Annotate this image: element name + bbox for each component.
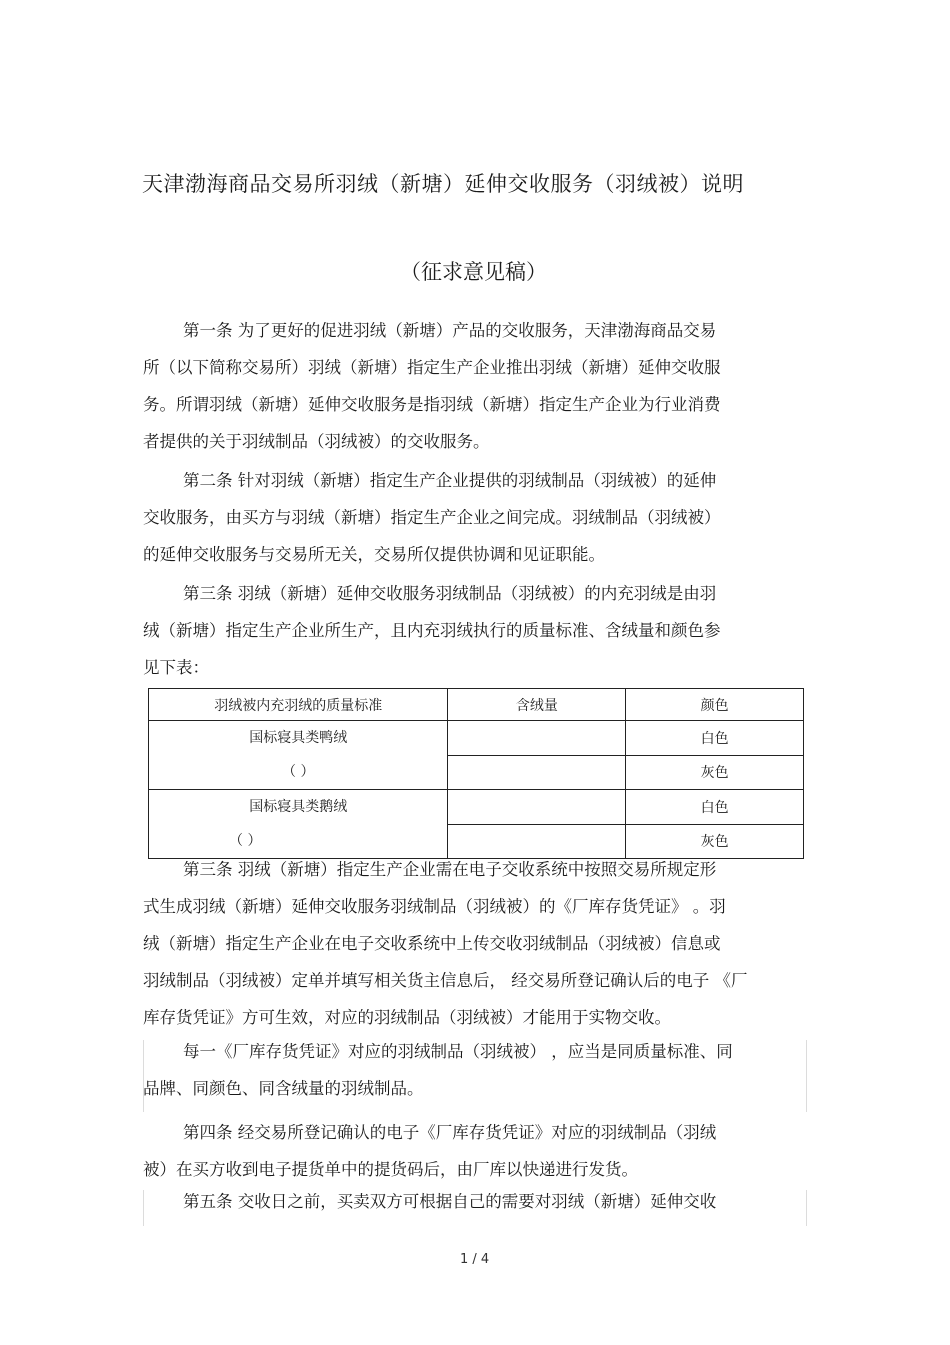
table-header-row [149, 689, 804, 721]
duck-standard-label: 国标寝具类鸭绒 [249, 730, 348, 746]
article-2-line: 交收服务，由买方与羽绒（新塘）指定生产企业之间完成。羽绒制品（羽绒被） [143, 508, 721, 527]
table-cell-color: 白色 [626, 790, 804, 825]
article-3b-line: 式生成羽绒（新塘）延伸交收服务羽绒制品（羽绒被）的《厂库存货凭证》 。羽 [143, 897, 726, 916]
article-1 [143, 312, 783, 460]
duck-standard-paren: （ ） [282, 764, 315, 780]
article-3b-line: 绒（新塘）指定生产企业在电子交收系统中上传交收羽绒制品（羽绒被）信息或 [143, 934, 721, 953]
table-header-color: 颜色 [626, 689, 804, 721]
article-1-line: 者提供的关于羽绒制品（羽绒被）的交收服务。 [143, 432, 490, 451]
article-3a-line: 绒（新塘）指定生产企业所生产，且内充羽绒执行的质量标准、含绒量和颜色参 [143, 621, 721, 640]
page-number: 1 / 4 [460, 1252, 490, 1267]
table-header-down-content: 含绒量 [448, 689, 626, 721]
article-4-line: 被）在买方收到电子提货单中的提货码后，由厂库以快递进行发货。 [143, 1160, 638, 1179]
note-line: 每一《厂库存货凭证》对应的羽绒制品（羽绒被） ，应当是同质量标准、同 [183, 1042, 733, 1061]
article-1-line: 务。所谓羽绒（新塘）延伸交收服务是指羽绒（新塘）指定生产企业为行业消费 [143, 395, 721, 414]
table-cell-duck-standard [149, 721, 448, 790]
article-2-line: 第二条 针对羽绒（新塘）指定生产企业提供的羽绒制品（羽绒被）的延伸 [183, 471, 717, 490]
table-cell-empty [448, 721, 626, 756]
table-cell-empty [448, 790, 626, 825]
table-cell-color: 灰色 [626, 755, 804, 790]
article-5 [143, 1183, 783, 1220]
table-cell-goose-standard [149, 790, 448, 859]
article-3b-line: 羽绒制品（羽绒被）定单并填写相关货主信息后， 经交易所登记确认后的电子 《厂 [143, 971, 748, 990]
article-5-right-rule [806, 1190, 807, 1226]
article-4-line: 第四条 经交易所登记确认的电子《厂库存货凭证》对应的羽绒制品（羽绒 [183, 1123, 717, 1142]
table-cell-empty [448, 755, 626, 790]
article-3a [143, 575, 783, 686]
article-1-line: 第一条 为了更好的促进羽绒（新塘）产品的交收服务，天津渤海商品交易 [183, 321, 717, 340]
article-2-line: 的延伸交收服务与交易所无关，交易所仅提供协调和见证职能。 [143, 545, 605, 564]
note-right-rule [806, 1040, 807, 1112]
document-subtitle: （征求意见稿） [400, 260, 547, 284]
note-line: 品牌、同颜色、同含绒量的羽绒制品。 [143, 1079, 424, 1098]
article-1-line: 所（以下简称交易所）羽绒（新塘）指定生产企业推出羽绒（新塘）延伸交收服 [143, 358, 721, 377]
article-3b-line: 第三条 羽绒（新塘）指定生产企业需在电子交收系统中按照交易所规定形 [183, 860, 717, 879]
table-cell-color: 白色 [626, 721, 804, 756]
note-paragraph [143, 1033, 798, 1107]
article-3a-line: 第三条 羽绒（新塘）延伸交收服务羽绒制品（羽绒被）的内充羽绒是由羽 [183, 584, 717, 603]
article-3a-line: 见下表： [143, 658, 209, 677]
quality-spec-table [148, 688, 804, 859]
goose-standard-label: 国标寝具类鹅绒 [249, 799, 348, 815]
article-3b [143, 851, 783, 1036]
article-5-line: 第五条 交收日之前，买卖双方可根据自己的需要对羽绒（新塘）延伸交收 [183, 1192, 717, 1211]
table-row [149, 790, 804, 825]
goose-standard-paren: （ ） [229, 833, 262, 849]
table-cell-color: 灰色 [626, 824, 804, 859]
table-row [149, 721, 804, 756]
table-header-standard: 羽绒被内充羽绒的质量标准 [149, 689, 448, 721]
article-2 [143, 462, 783, 573]
document-title: 天津渤海商品交易所羽绒（新塘）延伸交收服务（羽绒被）说明 [142, 172, 744, 196]
article-3b-line: 库存货凭证》方可生效，对应的羽绒制品（羽绒被）才能用于实物交收。 [143, 1008, 671, 1027]
article-4 [143, 1114, 783, 1188]
